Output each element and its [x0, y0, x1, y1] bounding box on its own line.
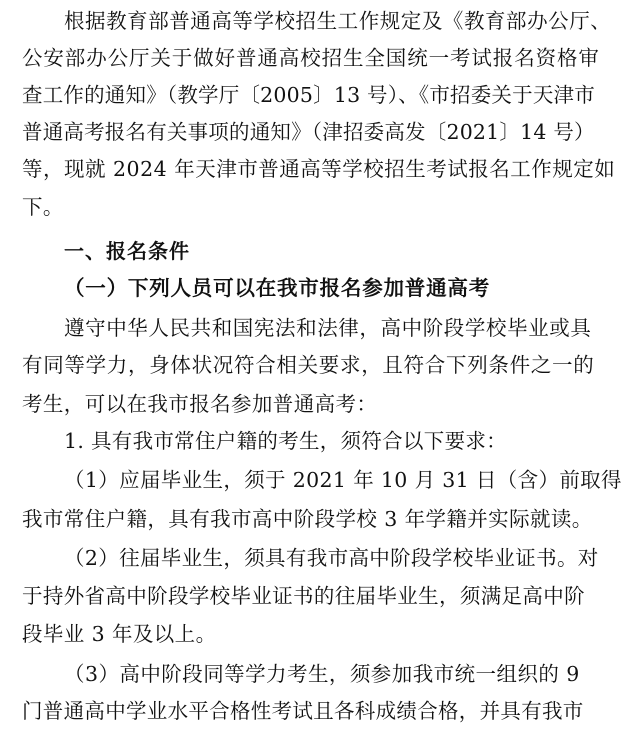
- paragraph-line: 段毕业 3 年及以上。: [22, 622, 217, 646]
- paragraph-line: （3）高中阶段同等学力考生，须参加我市统一组织的 9: [64, 662, 580, 686]
- paragraph-line: 公安部办公厅关于做好普通高校招生全国统一考试报名资格审: [22, 46, 600, 70]
- paragraph-line: 根据教育部普通高等学校招生工作规定及《教育部办公厅、: [64, 9, 612, 33]
- paragraph-line: 我市常住户籍，具有我市高中阶段学校 3 年学籍并实际就读。: [22, 507, 593, 531]
- paragraph-line: 于持外省高中阶段学校毕业证书的往届毕业生，须满足高中阶: [22, 584, 585, 608]
- paragraph-line: 考生，可以在我市报名参加普通高考：: [22, 392, 378, 416]
- paragraph-line: （2）往届毕业生，须具有我市高中阶段学校毕业证书。对: [64, 546, 599, 570]
- paragraph-line: 查工作的通知》（教学厅〔2005〕13 号）、《市招委关于天津市: [22, 83, 595, 107]
- list-item: 1. 具有我市常住户籍的考生，须符合以下要求：: [64, 429, 507, 453]
- paragraph-line: 门普通高中学业水平合格性考试且各科成绩合格，并具有我市: [22, 699, 584, 723]
- section-heading: 一、报名条件: [64, 239, 190, 263]
- paragraph-line: （1）应届毕业生，须于 2021 年 10 月 31 日（含）前取得: [64, 468, 622, 492]
- subsection-heading: （一）下列人员可以在我市报名参加普通高考: [64, 276, 490, 300]
- paragraph-line: 下。: [22, 195, 64, 219]
- paragraph-line: 有同等学力，身体状况符合相关要求，且符合下列条件之一的: [22, 353, 595, 377]
- paragraph-line: 等，现就 2024 年天津市普通高等学校招生考试报名工作规定如: [22, 157, 616, 181]
- paragraph-line: 普通高考报名有关事项的通知》（津招委高发〔2021〕14 号）: [22, 120, 595, 144]
- paragraph-line: 遵守中华人民共和国宪法和法律，高中阶段学校毕业或具: [64, 316, 592, 340]
